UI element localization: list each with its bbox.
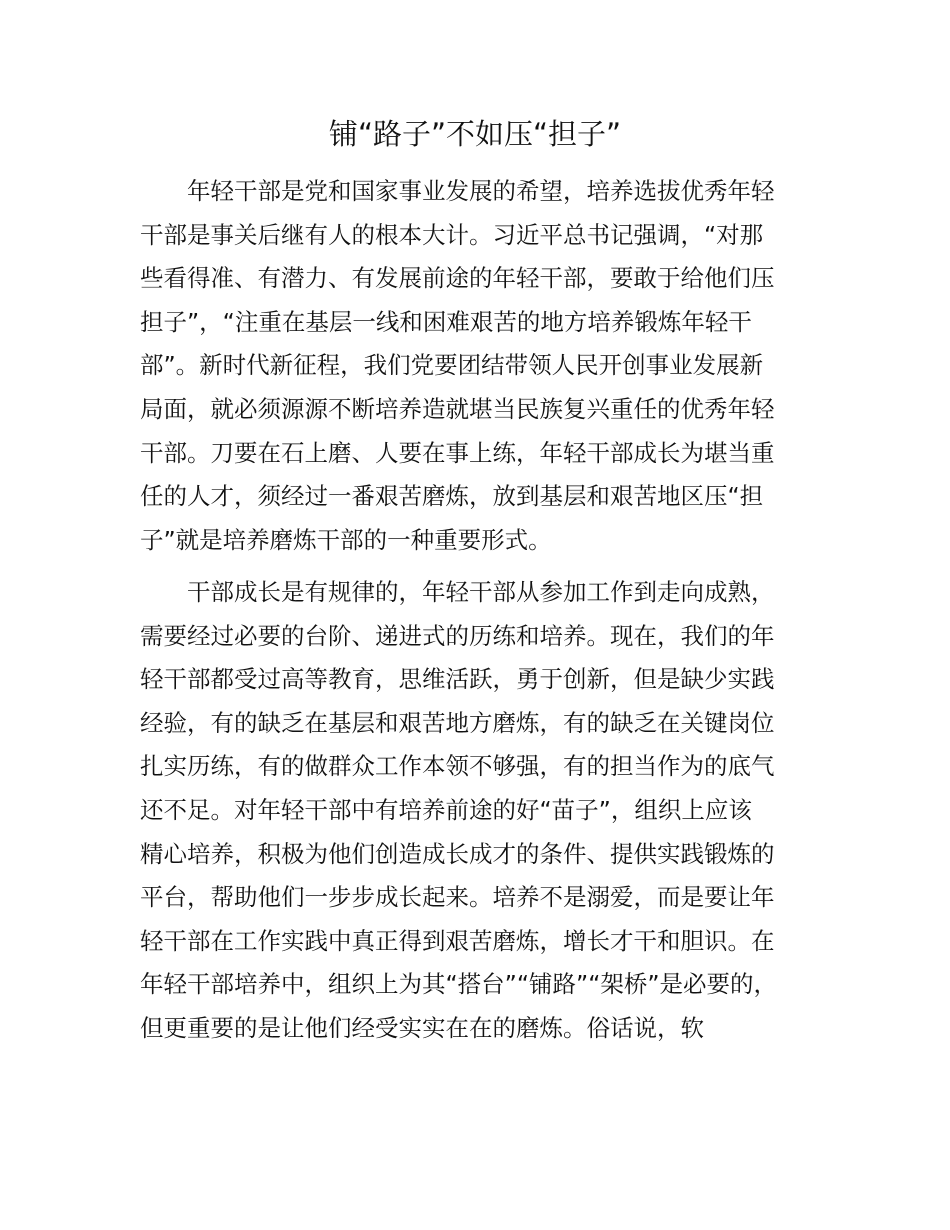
text-line: 但更重要的是让他们经受实实在在的磨炼。俗话说，软 [140, 1013, 704, 1042]
text-line: 干部成长是有规律的，年轻干部从参加工作到走向成熟， [140, 578, 775, 606]
text-line: 还不足。对年轻干部中有培养前途的好“苗子”，组织上应该 [140, 795, 752, 824]
text-line: 些看得准、有潜力、有发展前途的年轻干部，要敢于给他们压 [140, 264, 775, 293]
document-title: 铺“路子”不如压“担子” [328, 117, 622, 151]
text-line: 子”就是培养磨炼干部的一种重要形式。 [140, 525, 552, 554]
text-line: 局面，就必须源源不断培养造就堪当民族复兴重任的优秀年轻 [140, 394, 775, 423]
text-line: 任的人才，须经过一番艰苦磨炼，放到基层和艰苦地区压“担 [140, 482, 764, 511]
text-line: 年轻干部是党和国家事业发展的希望，培养选拔优秀年轻 [140, 177, 775, 205]
paragraph-2 [140, 571, 840, 1051]
text-line: 经验，有的缺乏在基层和艰苦地方磨炼，有的缺乏在关键岗位 [140, 708, 775, 737]
text-line: 干部是事关后继有人的根本大计。习近平总书记强调，“对那 [140, 220, 764, 249]
text-line: 担子”，“注重在基层一线和困难艰苦的地方培养锻炼年轻干 [140, 307, 752, 336]
text-line: 平台，帮助他们一步步成长起来。培养不是溺爱，而是要让年 [140, 883, 775, 912]
paragraph-1 [140, 170, 840, 562]
text-line: 年轻干部培养中，组织上为其“搭台”“铺路”“架桥”是必要的， [140, 970, 778, 999]
text-line: 干部。刀要在石上磨、人要在事上练，年轻干部成长为堪当重 [140, 438, 775, 467]
text-line: 扎实历练，有的做群众工作本领不够强，有的担当作为的底气 [140, 752, 775, 781]
text-line: 轻干部都受过高等教育，思维活跃，勇于创新，但是缺少实践 [140, 665, 775, 694]
text-line: 精心培养，积极为他们创造成长成才的条件、提供实践锻炼的 [140, 839, 775, 868]
text-line: 需要经过必要的台阶、递进式的历练和培养。现在，我们的年 [140, 621, 775, 650]
text-line: 部”。新时代新征程，我们党要团结带领人民开创事业发展新 [140, 351, 764, 380]
text-line: 轻干部在工作实践中真正得到艰苦磨炼，增长才干和胆识。在 [140, 926, 775, 955]
